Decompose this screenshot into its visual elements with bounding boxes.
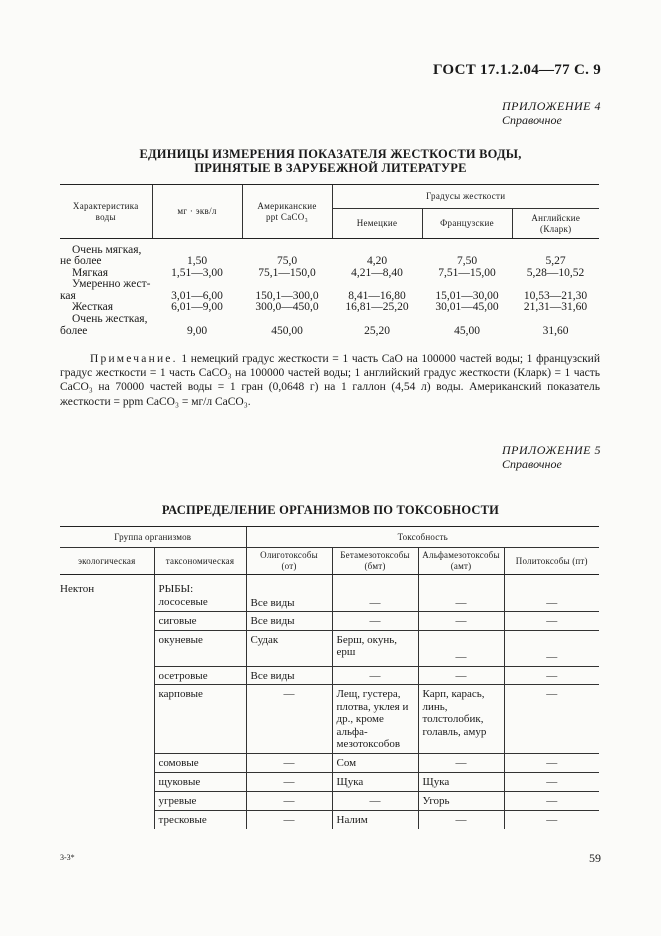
th-toxobity: Токсобность: [246, 527, 599, 548]
cell-taxonomic: щуковые: [154, 772, 246, 791]
cell-taxonomic: осетровые: [154, 666, 246, 685]
row-label-line1: Жесткая: [72, 301, 114, 314]
th-characteristic: Характеристика воды: [60, 185, 152, 239]
appendix-4-label: [502, 99, 601, 127]
cell-beta: Берш, окунь, ерш: [332, 630, 418, 666]
cell-alpha: Угорь: [418, 791, 504, 810]
appendix-4-title: ПРИЛОЖЕНИЕ 4: [502, 99, 601, 113]
cell-poly: —: [504, 612, 599, 631]
cell-alpha: —: [418, 810, 504, 829]
cell-poly: —: [504, 791, 599, 810]
cell-french: 30,01—45,00: [435, 301, 499, 314]
th-poly: Политоксобы (пт): [504, 548, 599, 575]
cell-poly: —: [504, 810, 599, 829]
cell-french: 45,00: [454, 324, 480, 337]
cell-poly: —: [504, 630, 599, 666]
cell-beta: Налим: [332, 810, 418, 829]
ecological-group: Нектон: [60, 583, 95, 595]
cell-poly: —: [504, 753, 599, 772]
cell-oligo: —: [246, 810, 332, 829]
cell-french: 7,51—15,00: [438, 266, 496, 279]
th-alpha: Альфамезотоксобы (амт): [418, 548, 504, 575]
th-ecological: экологическая: [60, 548, 154, 575]
th-group: Группа организмов: [60, 527, 246, 548]
cell-oligo: —: [246, 772, 332, 791]
cell-taxonomic: сомовые: [154, 753, 246, 772]
th-french: Французские: [422, 209, 512, 239]
hardness-units-table: [60, 184, 599, 337]
row-label-line2: кая: [60, 289, 76, 302]
row-label-line2: не более: [60, 255, 102, 268]
cell-beta: —: [332, 575, 418, 612]
cell-oligo: —: [246, 791, 332, 810]
th-beta: Бетамезотоксобы (бмт): [332, 548, 418, 575]
appendix-5-label: [502, 443, 601, 471]
cell-mg: 6,01—9,00: [171, 301, 223, 314]
cell-beta: —: [332, 666, 418, 685]
cell-mg: 1,50: [186, 255, 208, 268]
cell-english: 5,28—10,52: [526, 266, 585, 279]
note-label: Примечание.: [90, 353, 178, 365]
appendix-5-title: ПРИЛОЖЕНИЕ 5: [502, 443, 601, 457]
cell-alpha: —: [418, 666, 504, 685]
cell-taxonomic: тресковые: [154, 810, 246, 829]
cell-mg: 9,00: [186, 324, 208, 337]
row-label-line1: Умеренно жест-: [72, 278, 151, 291]
cell-german: 4,21—8,40: [351, 266, 403, 279]
cell-taxonomic: окуневые: [154, 630, 246, 666]
cell-oligo: Все виды: [246, 612, 332, 631]
th-degrees: Градусы жесткости: [332, 185, 599, 209]
cell-alpha: —: [418, 612, 504, 631]
page-number: 59: [589, 851, 601, 865]
cell-oligo: Все виды: [246, 666, 332, 685]
cell-poly: —: [504, 666, 599, 685]
cell-taxonomic: карповые: [154, 685, 246, 754]
table1-note: [60, 352, 600, 409]
table-row: [60, 575, 599, 612]
cell-beta: Щука: [332, 772, 418, 791]
row-label-line1: Мягкая: [72, 266, 109, 279]
table-row: [60, 314, 599, 337]
cell-german: 4,20: [366, 255, 388, 268]
cell-american: 450,00: [271, 324, 303, 337]
cell-taxonomic: сиговые: [154, 612, 246, 631]
cell-alpha: Щука: [418, 772, 504, 791]
cell-oligo: —: [246, 685, 332, 754]
footer-mark: 3-3*: [60, 853, 75, 862]
cell-german: 25,20: [364, 324, 390, 337]
cell-beta: —: [332, 791, 418, 810]
table2-title: РАСПРЕДЕЛЕНИЕ ОРГАНИЗМОВ ПО ТОКСОБНОСТИ: [161, 503, 500, 517]
cell-american: 75,0: [276, 255, 298, 268]
table1-title: [0, 147, 661, 175]
cell-poly: —: [504, 575, 599, 612]
table-row: [60, 245, 599, 268]
cell-american: 300,0—450,0: [255, 301, 319, 314]
cell-french: 15,01—30,00: [435, 289, 499, 302]
cell-oligo: Судак: [246, 630, 332, 666]
cell-alpha: —: [418, 575, 504, 612]
th-oligo: Олиготоксобы (от): [246, 548, 332, 575]
appendix-5-subtitle: Справочное: [502, 457, 562, 471]
cell-beta: Лещ, густера, плотва, уклея и др., кроме альфа-мезотоксобов: [332, 685, 418, 754]
th-american: Американские ppt CaCO₃: [242, 185, 332, 239]
cell-alpha: —: [418, 630, 504, 666]
cell-english: 21,31—31,60: [523, 301, 588, 314]
cell-poly: —: [504, 685, 599, 754]
cell-english: 10,53—21,30: [523, 289, 588, 302]
table1-title-line1: ЕДИНИЦЫ ИЗМЕРЕНИЯ ПОКАЗАТЕЛЯ ЖЕСТКОСТИ ВОДЫ,: [139, 147, 522, 161]
toxobity-table: [60, 526, 599, 829]
cell-beta: Сом: [332, 753, 418, 772]
cell-american: 75,1—150,0: [258, 266, 316, 279]
row-label-line2: более: [60, 324, 88, 337]
th-english: Английские (Кларк): [512, 209, 599, 239]
cell-mg: 1,51—3,00: [171, 266, 223, 279]
cell-english: 5,27: [545, 255, 566, 268]
cell-english: 31,60: [542, 324, 569, 337]
cell-french: 7,50: [456, 255, 478, 268]
cell-american: 150,1—300,0: [255, 289, 319, 302]
table-row: [60, 279, 599, 302]
cell-german: 8,41—16,80: [348, 289, 406, 302]
cell-oligo: —: [246, 753, 332, 772]
cell-mg: 3,01—6,00: [171, 289, 223, 302]
document-header: ГОСТ 17.1.2.04—77 С. 9: [432, 62, 601, 78]
cell-poly: —: [504, 772, 599, 791]
cell-alpha: —: [418, 753, 504, 772]
cell-oligo: Все виды: [246, 575, 332, 612]
cell-alpha: Карп, карась, линь, толстолобик, голавль, амур: [418, 685, 504, 754]
th-mg: мг · экв/л: [152, 185, 242, 239]
cell-taxonomic: РЫБЫ: лососевые: [154, 575, 246, 612]
row-label-line1: Очень жесткая,: [72, 313, 148, 326]
appendix-4-subtitle: Справочное: [502, 113, 562, 127]
table1-title-line2: ПРИНЯТЫЕ В ЗАРУБЕЖНОЙ ЛИТЕРАТУРЕ: [194, 161, 467, 175]
cell-german: 16,81—25,20: [345, 301, 409, 314]
cell-beta: —: [332, 612, 418, 631]
th-taxonomic: таксономическая: [154, 548, 246, 575]
th-german: Немецкие: [332, 209, 422, 239]
cell-taxonomic: угревые: [154, 791, 246, 810]
row-label-line1: Очень мягкая,: [72, 243, 142, 256]
note-text: 1 немецкий градус жесткости = 1 часть CaO на 100000 частей воды; 1 французский градус жесткости = 1 часть CaCO₃ на 100000 частей воды; 1 английский градус жесткости (Кларк) = 1 часть CaCO₃ на 70000 частей воды = 1 гран (0,0648 г) на 1 галлон (4,54 л) воды. Американский показатель жесткости = ppm CaCO₃ = мг/л CaCO₃.: [60, 353, 600, 408]
